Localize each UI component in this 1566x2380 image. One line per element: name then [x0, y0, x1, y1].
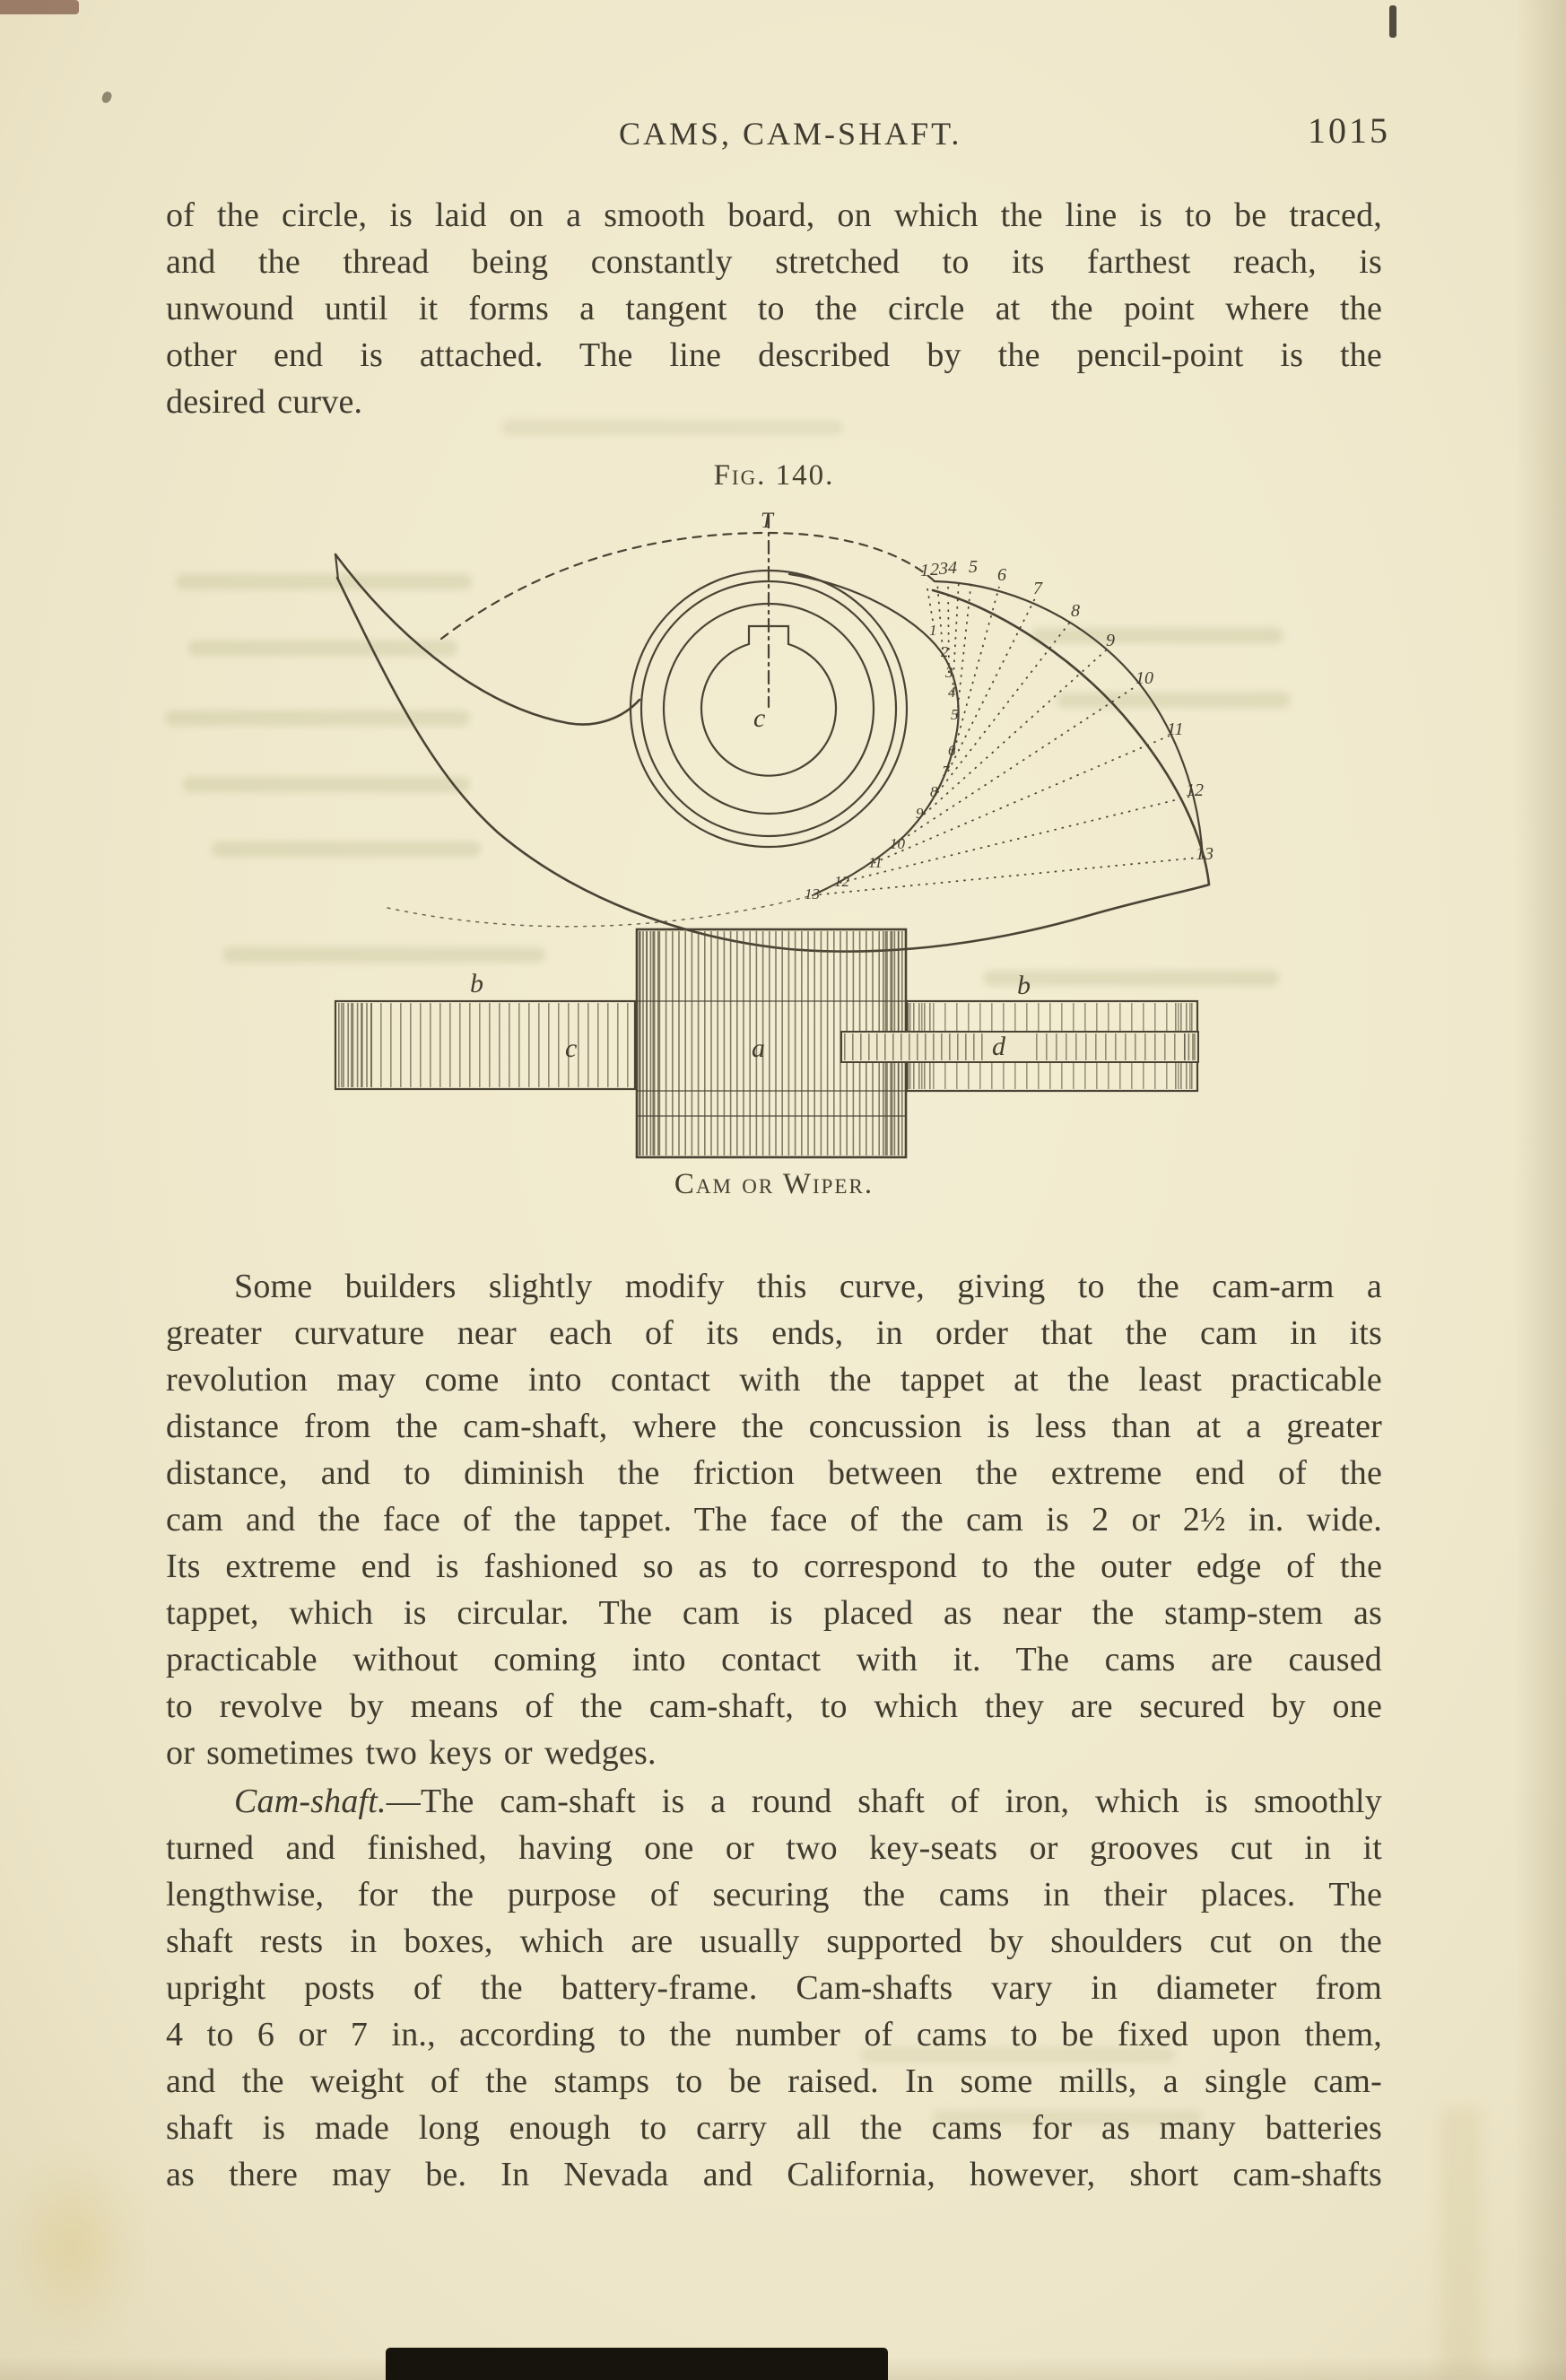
label-key-bar-d: d	[992, 1032, 1005, 1061]
label-left-bar-b: b	[470, 969, 483, 998]
svg-text:5: 5	[951, 706, 959, 723]
scan-edge-mark	[0, 0, 79, 14]
svg-text:5: 5	[969, 557, 978, 577]
svg-text:12: 12	[834, 873, 849, 890]
svg-text:8: 8	[930, 783, 938, 800]
svg-text:10: 10	[1135, 668, 1153, 688]
text-line: unwound until it forms a tangent to the circle at the point where the	[166, 290, 1382, 327]
text-line: revolution may come into contact with the tappet at the least practicable	[166, 1361, 1382, 1399]
text-line: as there may be. In Nevada and California, however, short cam-shafts	[166, 2156, 1382, 2193]
hub-boss-circle	[664, 604, 874, 814]
label-hub-a: a	[752, 1033, 765, 1063]
svg-text:9: 9	[916, 805, 924, 822]
text-line: of the circle, is laid on a smooth board, on which the line is to be traced,	[166, 196, 1382, 234]
text-line: greater curvature near each of its ends, in order that the cam in its	[166, 1314, 1382, 1352]
page-number: 1015	[1308, 110, 1390, 151]
cam-arm-upper-edge	[335, 554, 639, 725]
margin-pen-tick	[1389, 5, 1396, 38]
svg-text:3: 3	[945, 664, 953, 681]
svg-text:11: 11	[868, 854, 883, 871]
ink-speck	[100, 91, 113, 104]
text-line: shaft rests in boxes, which are usually supported by shoulders cut on the	[166, 1922, 1382, 1960]
text-line: 4 to 6 or 7 in., according to the number of cams to be fixed upon them,	[166, 2016, 1382, 2053]
svg-text:1: 1	[929, 622, 937, 639]
label-tangent-point: T	[761, 509, 773, 533]
label-right-bar-b: b	[1017, 971, 1031, 1000]
text-line: Its extreme end is fashioned so as to correspond to the outer edge of the	[166, 1547, 1382, 1585]
text-line: to revolve by means of the cam-shaft, to which they are secured by one	[166, 1687, 1382, 1725]
svg-text:9: 9	[1106, 631, 1115, 650]
text-line: practicable without coming into contact with it. The cams are caused	[166, 1641, 1382, 1678]
svg-text:12: 12	[1186, 780, 1204, 800]
svg-text:4: 4	[948, 684, 956, 701]
label-center-c: c	[753, 703, 766, 733]
page-edge-shadow	[1514, 0, 1566, 2380]
text-line: Some builders slightly modify this curve, giving to the cam-arm a	[234, 1268, 1382, 1305]
running-header: CAMS, CAM-SHAFT.	[619, 116, 962, 152]
text-line: shaft is made long enough to carry all the cams for as many batteries	[166, 2109, 1382, 2147]
text-line: and the weight of the stamps to be raised. In some mills, a single cam-	[166, 2062, 1382, 2100]
text-line: other end is attached. The line described by the pencil-point is the	[166, 336, 1382, 374]
cam-arm-lower-edge	[337, 578, 1209, 952]
text-line: turned and finished, having one or two key-seats or grooves cut in it	[166, 1829, 1382, 1867]
figure-bottom-caption: Cam or Wiper.	[674, 1168, 874, 1200]
svg-text:2: 2	[930, 560, 939, 580]
svg-text:10: 10	[890, 835, 905, 852]
paragraph-2	[166, 1263, 1382, 1776]
text-line: or sometimes two keys or wedges.	[166, 1734, 657, 1772]
paper-stain	[1440, 2108, 1482, 2377]
svg-text:1: 1	[920, 561, 929, 580]
svg-text:7: 7	[1033, 579, 1042, 598]
construction-dotted-curve	[387, 895, 813, 927]
svg-text:6: 6	[948, 742, 956, 759]
svg-text:13: 13	[1196, 844, 1214, 864]
paragraph-1	[166, 192, 1382, 425]
italic-lead: Cam-shaft.	[234, 1783, 387, 1820]
svg-text:2: 2	[941, 643, 949, 660]
svg-text:4: 4	[948, 558, 957, 578]
text-line: distance, and to diminish the friction between the extreme end of the	[166, 1454, 1382, 1492]
figure-caption: Fig. 140.	[713, 459, 835, 492]
text-line: cam and the face of the tappet. The face of the cam is 2 or 2½ in. wide.	[166, 1501, 1382, 1539]
scan-black-band	[386, 2348, 888, 2380]
text-line: distance from the cam-shaft, where the concussion is less than at a greater	[166, 1408, 1382, 1445]
outer-arc-numbers	[920, 557, 1214, 864]
svg-text:11: 11	[1167, 719, 1184, 739]
text-line: and the thread being constantly stretched to its farthest reach, is	[166, 243, 1382, 281]
svg-text:13: 13	[805, 885, 820, 902]
label-left-bar-c: c	[565, 1033, 578, 1063]
paragraph-3	[166, 1778, 1382, 2198]
cam-figure-drawing	[126, 495, 1318, 1181]
text-line: desired curve.	[166, 383, 363, 421]
paper-stain	[5, 2153, 140, 2341]
text-line: tappet, which is circular. The cam is placed as near the stamp-stem as	[166, 1594, 1382, 1632]
svg-text:3: 3	[939, 559, 948, 579]
text-line: lengthwise, for the purpose of securing the cams in their places. The	[166, 1876, 1382, 1914]
lead-rest: —The cam-shaft is a round shaft of iron, which is smoothly	[386, 1783, 1382, 1820]
paragraph-3-rest	[166, 1825, 1382, 2198]
inner-curve-numbers	[805, 622, 959, 902]
svg-text:6: 6	[997, 565, 1006, 585]
svg-text:7: 7	[942, 763, 950, 780]
cam-section-view	[335, 929, 1198, 1157]
text-line-lead	[166, 1778, 1382, 1825]
text-line: upright posts of the battery-frame. Cam-shafts vary in diameter from	[166, 1969, 1382, 2007]
svg-text:8: 8	[1071, 601, 1080, 621]
